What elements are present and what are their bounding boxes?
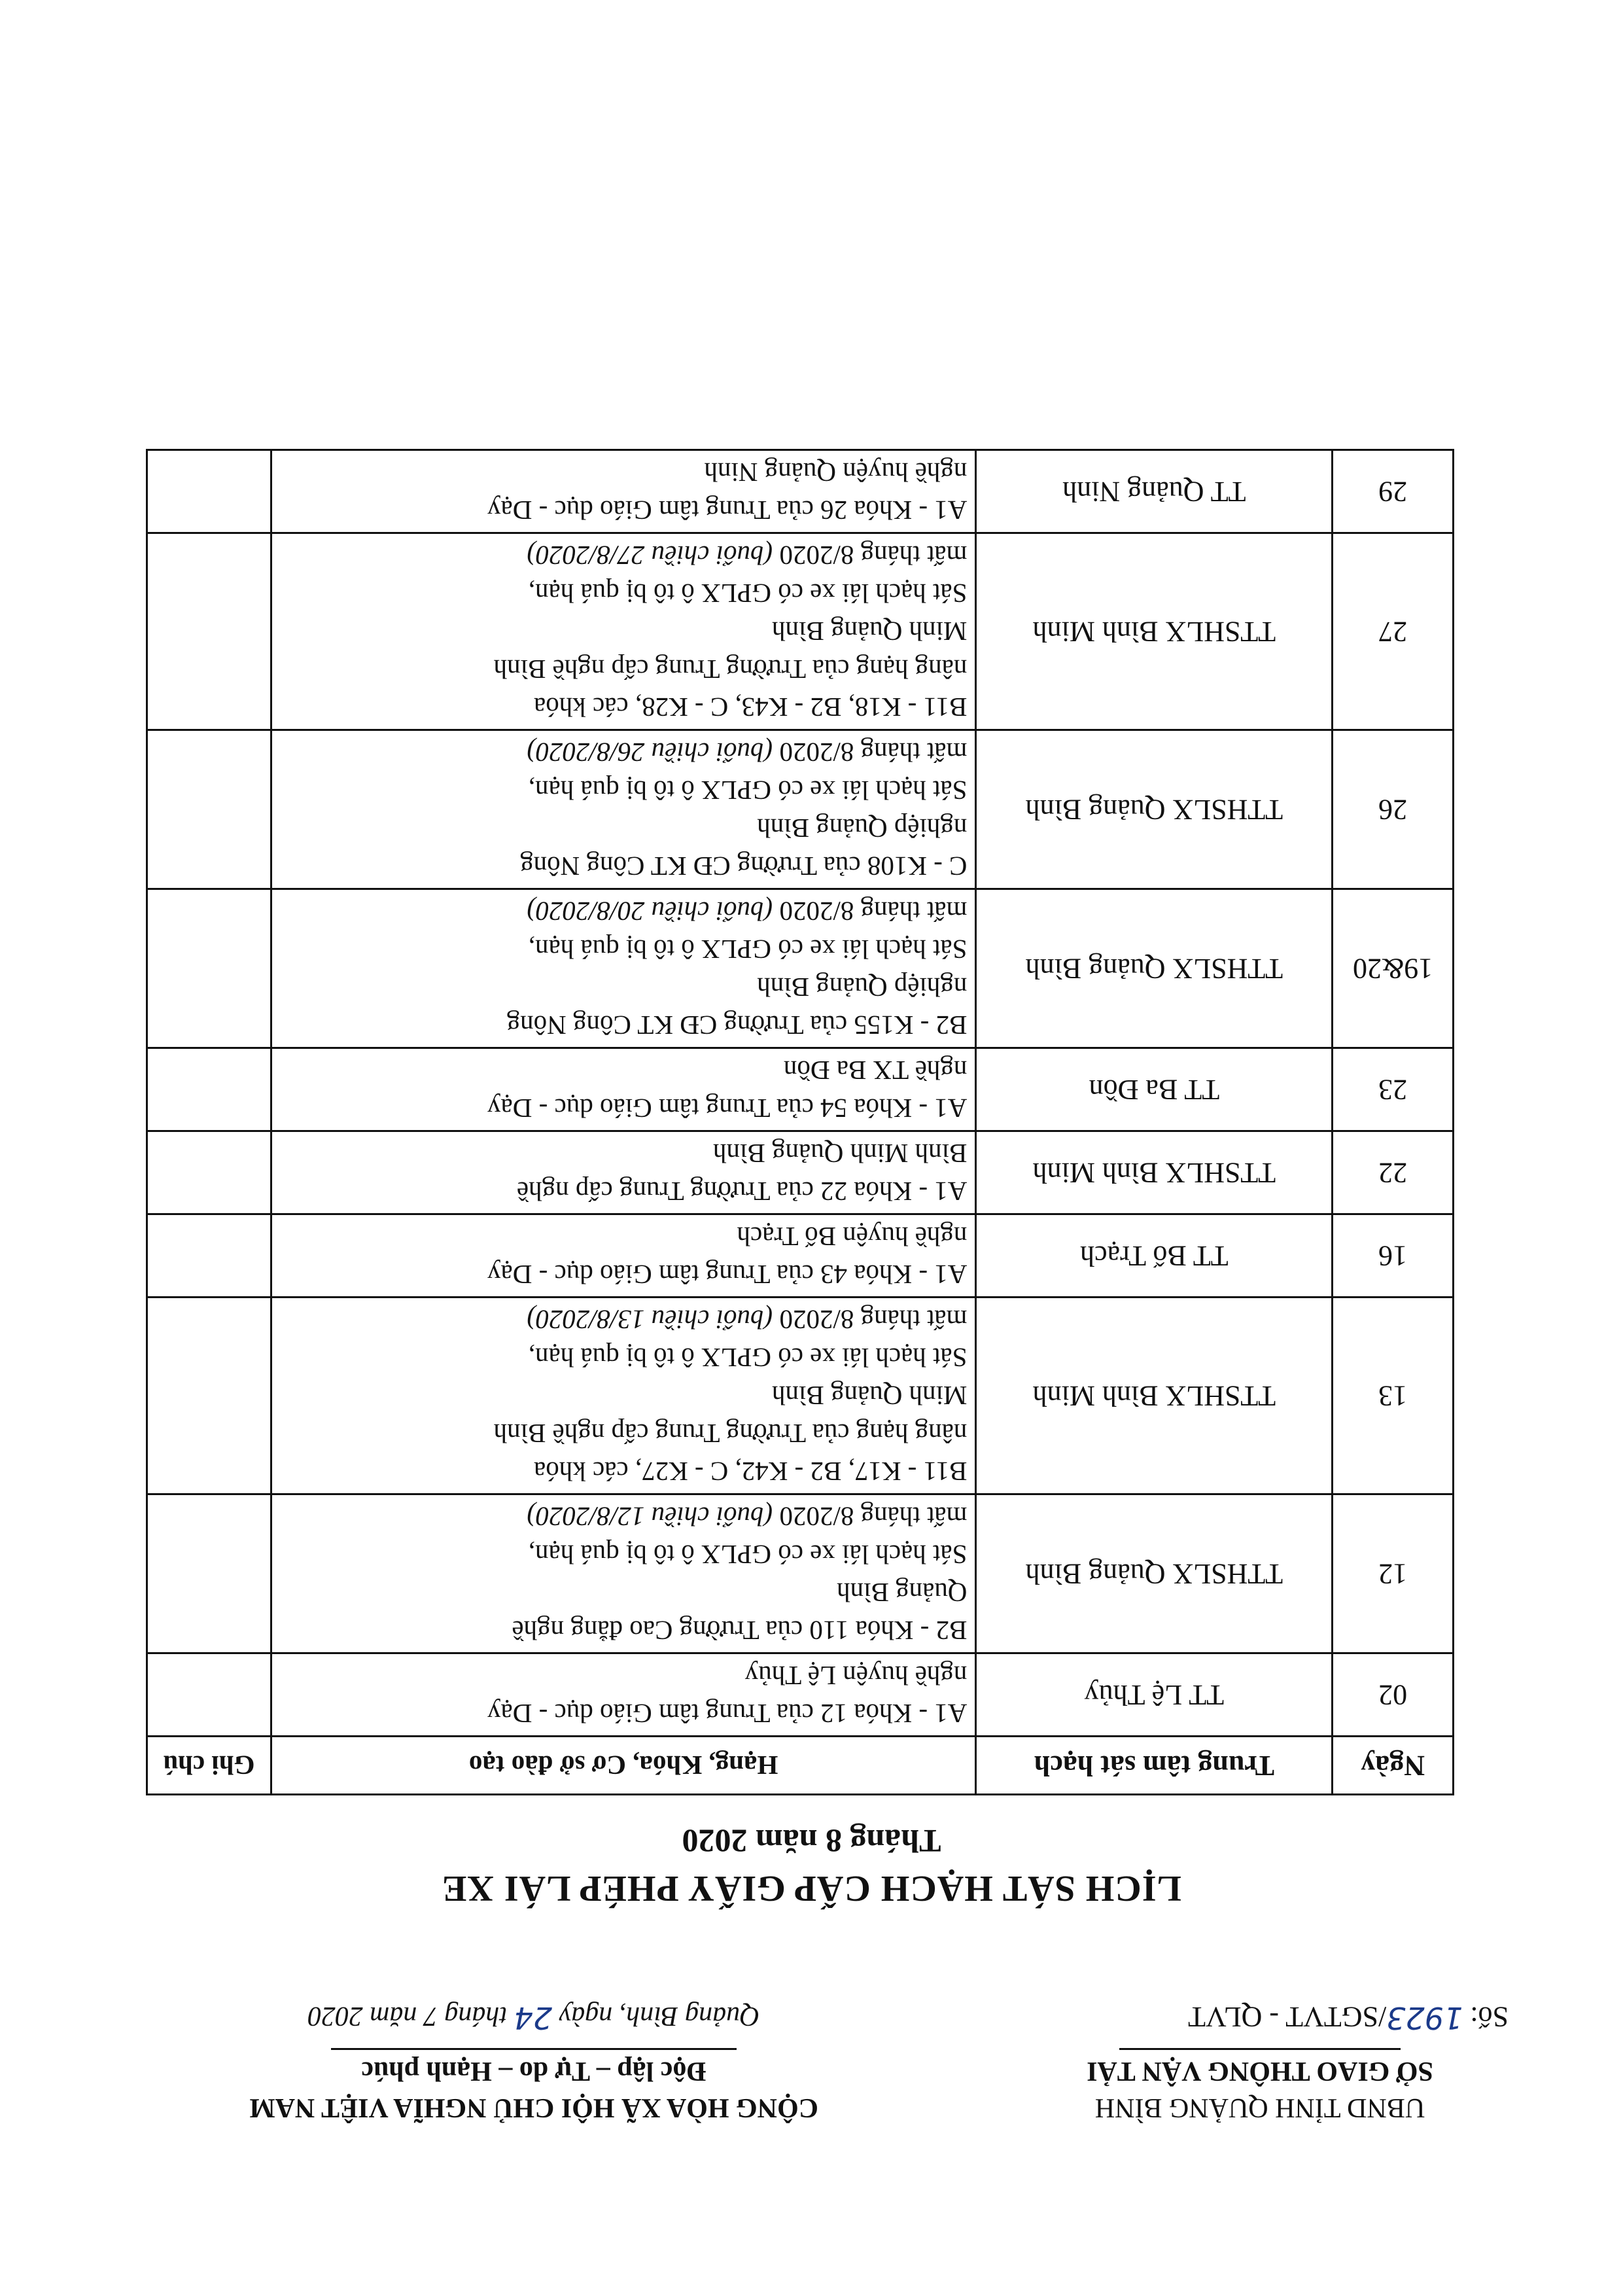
- course-expiry-line: [280, 892, 968, 930]
- table-row: [147, 1131, 1454, 1214]
- row-day: 22: [1333, 1131, 1454, 1214]
- table-row: [147, 1653, 1454, 1737]
- document-number: [998, 1997, 1522, 2038]
- course-line: Sát hạch lái xe có GPLX ô tô bị quá hạn,: [528, 934, 968, 964]
- title-main: LỊCH SÁT HẠCH CẤP GIẤY PHÉP LÁI XE: [442, 1868, 1181, 1909]
- course-expiry-line: [280, 1498, 968, 1536]
- row-center: TTSHLX Bình Minh: [976, 1131, 1333, 1214]
- row-course: [271, 1653, 976, 1737]
- row-note: [147, 1494, 271, 1653]
- doc-number-handwritten: 1923: [1386, 2000, 1463, 2036]
- table-row: [147, 1214, 1454, 1298]
- table-row: [147, 889, 1454, 1048]
- row-day: 02: [1333, 1653, 1454, 1737]
- course-line: nâng hạng của Trường Trung cấp nghề Bình: [493, 1419, 968, 1449]
- row-course: [271, 730, 976, 889]
- course-line: A1 - Khóa 26 của Trung tâm Giáo dục - Dạy: [487, 495, 968, 525]
- course-line: A1 - Khóa 43 của Trung tâm Giáo dục - Dạy: [487, 1260, 968, 1290]
- row-note: [147, 1653, 271, 1737]
- schedule-table: [146, 449, 1454, 1795]
- header-day: Ngày: [1333, 1737, 1454, 1795]
- table-row: [147, 730, 1454, 889]
- row-center: TT Lệ Thủy: [976, 1653, 1333, 1737]
- place-date: [122, 1996, 946, 2038]
- row-course: [271, 1298, 976, 1494]
- place-date-suffix: tháng 7 năm 2020: [307, 2001, 514, 2031]
- row-center: TTSHLX Bình Minh: [976, 533, 1333, 730]
- course-line: nghiệp Quảng Bình: [757, 972, 968, 1002]
- course-line: Sát hạch lái xe có GPLX ô tô bị quá hạn,: [528, 578, 968, 609]
- row-note: [147, 1131, 271, 1214]
- expiry-month: mất tháng 8/2020: [773, 737, 968, 768]
- country-name: CỘNG HÒA XÃ HỘI CHỦ NGHĨA VIỆT NAM: [249, 2093, 819, 2123]
- expiry-session: (buổi chiều 27/8/2020): [527, 540, 773, 571]
- table-row: [147, 533, 1454, 730]
- row-center: TT Ba Đồn: [976, 1048, 1333, 1131]
- course-line: nghề huyện Quảng Ninh: [704, 457, 968, 487]
- row-course: [271, 450, 976, 533]
- row-note: [147, 533, 271, 730]
- course-line: Bình Minh Quảng Bình: [713, 1139, 968, 1169]
- row-course: [271, 1048, 976, 1131]
- course-line: nghề huyện Bố Trạch: [737, 1222, 968, 1252]
- course-line: Minh Quảng Bình: [772, 616, 968, 646]
- row-day: 29: [1333, 450, 1454, 533]
- table-row: [147, 450, 1454, 533]
- doc-number-suffix: /SGTVT - QLVT: [1188, 2001, 1387, 2033]
- row-course: [271, 1494, 976, 1653]
- expiry-month: mất tháng 8/2020: [773, 896, 968, 927]
- course-line: B11 - K17, B2 - K42, C - K27, các khóa: [534, 1457, 968, 1487]
- row-note: [147, 1298, 271, 1494]
- table-header-row: [147, 1737, 1454, 1795]
- course-line: nâng hạng của Trường Trung cấp nghề Bình: [493, 654, 968, 684]
- row-note: [147, 1048, 271, 1131]
- course-line: Quảng Bình: [837, 1578, 968, 1608]
- expiry-month: mất tháng 8/2020: [773, 1502, 968, 1532]
- course-line: A1 - Khóa 54 của Trung tâm Giáo dục - Dạy: [487, 1093, 968, 1123]
- row-day: 13: [1333, 1298, 1454, 1494]
- header-center: Trung tâm sát hạch: [976, 1737, 1333, 1795]
- row-note: [147, 1214, 271, 1298]
- course-line: A1 - Khóa 12 của Trung tâm Giáo dục - Dạy: [487, 1699, 968, 1729]
- row-day: 12: [1333, 1494, 1454, 1653]
- row-day: 16: [1333, 1214, 1454, 1298]
- course-line: B11 - K18, B2 - K43, C - K28, các khóa: [534, 692, 968, 722]
- document-header: [82, 1982, 1522, 2126]
- expiry-month: mất tháng 8/2020: [773, 1305, 968, 1335]
- row-note: [147, 889, 271, 1048]
- place-date-prefix: Quảng Bình, ngày: [552, 2001, 760, 2031]
- national-motto: Độc lập – Tự do – Hạnh phúc: [361, 2056, 707, 2086]
- motto-underline: [331, 2048, 737, 2050]
- row-center: TTHSLX Quảng Bình: [976, 730, 1333, 889]
- course-line: Sát hạch lái xe có GPLX ô tô bị quá hạn,: [528, 1540, 968, 1570]
- row-day: 27: [1333, 533, 1454, 730]
- row-center: TT Quảng Ninh: [976, 450, 1333, 533]
- row-center: TTSHLX Bình Minh: [976, 1298, 1333, 1494]
- course-line: Sát hạch lái xe có GPLX ô tô bị quá hạn,: [528, 1343, 968, 1373]
- expiry-month: mất tháng 8/2020: [773, 540, 968, 571]
- course-line: nghiệp Quảng Bình: [757, 813, 968, 843]
- row-note: [147, 450, 271, 533]
- expiry-session: (buổi chiều 13/8/2020): [527, 1305, 773, 1335]
- row-course: [271, 1131, 976, 1214]
- header-note: Ghi chú: [147, 1737, 271, 1795]
- course-line: nghề TX Ba Đồn: [783, 1055, 968, 1086]
- expiry-session: (buổi chiều 12/8/2020): [527, 1502, 773, 1532]
- course-expiry-line: [280, 537, 968, 574]
- row-day: 19&20: [1333, 889, 1454, 1048]
- course-line: C - K108 của Trường CĐ KT Công Nông: [520, 851, 968, 881]
- row-center: TTHSLX Quảng Bình: [976, 1494, 1333, 1653]
- row-course: [271, 1214, 976, 1298]
- course-line: A1 - Khóa 22 của Trường Trung cấp nghề: [516, 1176, 968, 1207]
- course-line: B2 - Khóa 110 của Trường Cao đẳng nghề: [512, 1616, 968, 1646]
- row-course: [271, 533, 976, 730]
- row-center: TT Bố Trạch: [976, 1214, 1333, 1298]
- table-row: [147, 1048, 1454, 1131]
- doc-number-prefix: Số:: [1463, 2001, 1509, 2033]
- schedule-body: [147, 450, 1454, 1737]
- course-line: B2 - K155 của Trường CĐ KT Công Nông: [506, 1010, 968, 1040]
- expiry-session: (buổi chiều 26/8/2020): [527, 737, 773, 768]
- course-line: Sát hạch lái xe có GPLX ô tô bị quá hạn,: [528, 775, 968, 805]
- expiry-session: (buổi chiều 20/8/2020): [527, 896, 773, 927]
- document-title: [0, 1819, 1623, 1913]
- course-line: nghề huyện Lệ Thủy: [744, 1661, 968, 1691]
- national-motto-block: [122, 1996, 946, 2126]
- issuer-block: [998, 1997, 1522, 2126]
- row-note: [147, 730, 271, 889]
- course-expiry-line: [280, 733, 968, 771]
- row-course: [271, 889, 976, 1048]
- issuer-underline: [1119, 2048, 1401, 2050]
- table-row: [147, 1298, 1454, 1494]
- header-course: Hạng, Khóa, Cơ sở đào tạo: [271, 1737, 976, 1795]
- issuer-parent: UBND TỈNH QUẢNG BÌNH: [1094, 2093, 1425, 2123]
- row-day: 23: [1333, 1048, 1454, 1131]
- course-expiry-line: [280, 1301, 968, 1339]
- title-sub: Tháng 8 năm 2020: [682, 1823, 941, 1860]
- course-line: Minh Quảng Bình: [772, 1381, 968, 1411]
- table-row: [147, 1494, 1454, 1653]
- issuer-name: SỞ GIAO THÔNG VẬN TẢI: [1087, 2056, 1433, 2086]
- row-center: TTHSLX Quảng Bình: [976, 889, 1333, 1048]
- place-date-handwritten: 24: [514, 2000, 553, 2036]
- row-day: 26: [1333, 730, 1454, 889]
